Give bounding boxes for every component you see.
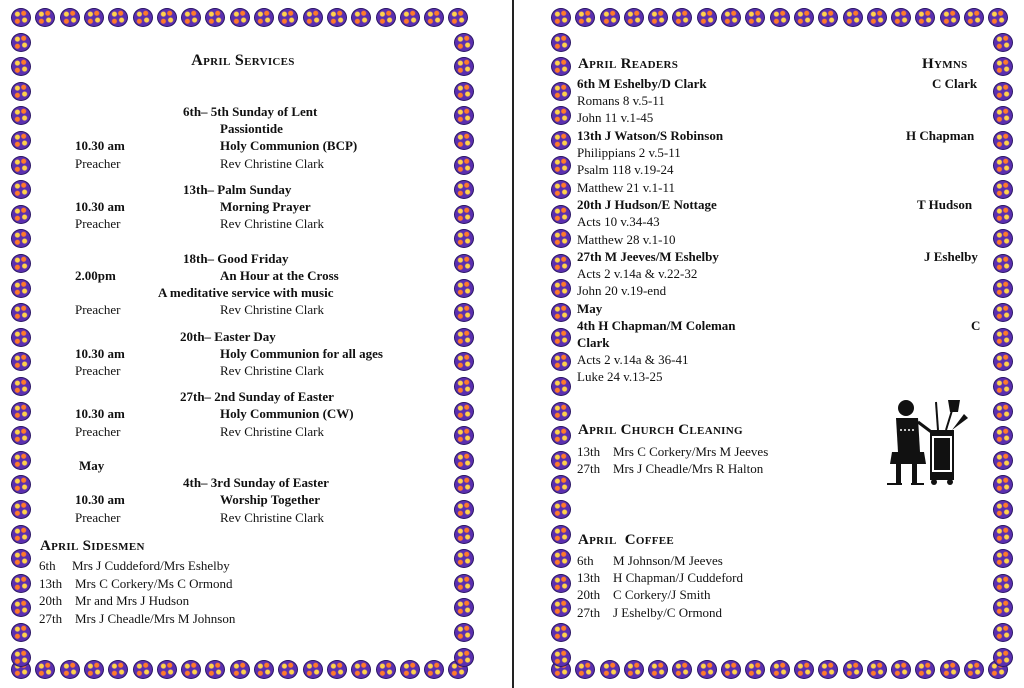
- may-label: May: [577, 301, 603, 316]
- easter-egg-border-icon: [11, 377, 31, 396]
- easter-egg-border-icon: [454, 229, 474, 248]
- easter-egg-border-icon: [11, 57, 31, 76]
- easter-egg-border-icon: [11, 229, 31, 248]
- easter-egg-border-icon: [993, 623, 1013, 642]
- easter-egg-border-icon: [940, 8, 960, 27]
- service-time: 10.30 am: [75, 199, 125, 214]
- easter-egg-border-icon: [940, 660, 960, 679]
- easter-egg-border-icon: [993, 549, 1013, 568]
- easter-egg-border-icon: [60, 8, 80, 27]
- easter-egg-border-icon: [551, 525, 571, 544]
- easter-egg-border-icon: [843, 8, 863, 27]
- easter-egg-border-icon: [648, 8, 668, 27]
- easter-egg-border-icon: [454, 525, 474, 544]
- service-person: Rev Christine Clark: [220, 302, 324, 317]
- coffee-names: M Johnson/M Jeeves: [613, 553, 723, 568]
- easter-egg-border-icon: [993, 377, 1013, 396]
- sidesmen-names: Mrs J Cuddeford/Mrs Eshelby: [72, 558, 230, 573]
- easter-egg-border-icon: [600, 8, 620, 27]
- service-person: Rev Christine Clark: [220, 216, 324, 231]
- easter-egg-border-icon: [993, 648, 1013, 667]
- easter-egg-border-icon: [205, 660, 225, 679]
- hymns-title: Hymns: [922, 56, 968, 72]
- reading: John 11 v.1-45: [577, 110, 654, 125]
- easter-egg-border-icon: [230, 8, 250, 27]
- coffee-names: H Chapman/J Cuddeford: [613, 570, 743, 585]
- easter-egg-border-icon: [454, 475, 474, 494]
- easter-egg-border-icon: [424, 660, 444, 679]
- service-name: Holy Communion (CW): [220, 406, 354, 421]
- easter-egg-border-icon: [454, 57, 474, 76]
- may-label: May: [79, 458, 105, 473]
- easter-egg-border-icon: [454, 303, 474, 322]
- easter-egg-border-icon: [424, 8, 444, 27]
- service-date: 4th– 3rd Sunday of Easter: [183, 475, 329, 490]
- service-role: Preacher: [75, 363, 121, 378]
- easter-egg-border-icon: [454, 648, 474, 667]
- sidesmen-day: 27th: [39, 611, 63, 626]
- easter-egg-border-icon: [891, 660, 911, 679]
- reading: Acts 10 v.34-43: [577, 214, 660, 229]
- easter-egg-border-icon: [454, 574, 474, 593]
- easter-egg-border-icon: [454, 156, 474, 175]
- easter-egg-border-icon: [745, 660, 765, 679]
- easter-egg-border-icon: [11, 205, 31, 224]
- easter-egg-border-icon: [11, 598, 31, 617]
- reading: Psalm 118 v.19-24: [577, 162, 674, 177]
- reading: Matthew 28 v.1-10: [577, 232, 676, 247]
- service-name: Morning Prayer: [220, 199, 311, 214]
- easter-egg-border-icon: [551, 598, 571, 617]
- easter-egg-border-icon: [915, 660, 935, 679]
- easter-egg-border-icon: [551, 82, 571, 101]
- easter-egg-border-icon: [964, 8, 984, 27]
- easter-egg-border-icon: [454, 598, 474, 617]
- easter-egg-border-icon: [993, 475, 1013, 494]
- sidesmen-names: Mr and Mrs J Hudson: [75, 593, 190, 608]
- easter-egg-border-icon: [327, 660, 347, 679]
- easter-egg-border-icon: [11, 475, 31, 494]
- easter-egg-border-icon: [11, 106, 31, 125]
- reading: Matthew 21 v.1-11: [577, 180, 675, 195]
- easter-egg-border-icon: [454, 402, 474, 421]
- service-name: Holy Communion (BCP): [220, 138, 358, 153]
- service-subtitle: Passiontide: [220, 121, 283, 136]
- easter-egg-border-icon: [400, 660, 420, 679]
- service-person: Rev Christine Clark: [220, 363, 324, 378]
- easter-egg-border-icon: [230, 660, 250, 679]
- easter-egg-border-icon: [551, 57, 571, 76]
- easter-egg-border-icon: [721, 8, 741, 27]
- easter-egg-border-icon: [993, 402, 1013, 421]
- cleaning-day: 27th: [577, 461, 601, 476]
- easter-egg-border-icon: [11, 254, 31, 273]
- sidesmen-names: Mrs J Cheadle/Mrs M Johnson: [75, 611, 236, 626]
- easter-egg-border-icon: [454, 33, 474, 52]
- service-name: Holy Communion for all ages: [220, 346, 383, 361]
- easter-egg-border-icon: [454, 426, 474, 445]
- easter-egg-border-icon: [11, 451, 31, 470]
- easter-egg-border-icon: [993, 303, 1013, 322]
- easter-egg-border-icon: [551, 279, 571, 298]
- reading: Luke 24 v.13-25: [577, 369, 663, 384]
- easter-egg-border-icon: [551, 648, 571, 667]
- easter-egg-border-icon: [303, 8, 323, 27]
- easter-egg-border-icon: [551, 8, 571, 27]
- easter-egg-border-icon: [11, 426, 31, 445]
- easter-egg-border-icon: [648, 660, 668, 679]
- easter-egg-border-icon: [551, 549, 571, 568]
- easter-egg-border-icon: [133, 8, 153, 27]
- easter-egg-border-icon: [303, 660, 323, 679]
- easter-egg-border-icon: [794, 660, 814, 679]
- easter-egg-border-icon: [993, 328, 1013, 347]
- church-cleaning-title: April Church Cleaning: [578, 422, 743, 438]
- easter-egg-border-icon: [11, 648, 31, 667]
- service-date: 6th– 5th Sunday of Lent: [183, 104, 318, 119]
- easter-egg-border-icon: [454, 180, 474, 199]
- sidesmen-day: 20th: [39, 593, 63, 608]
- easter-egg-border-icon: [551, 328, 571, 347]
- easter-egg-border-icon: [964, 660, 984, 679]
- easter-egg-border-icon: [454, 106, 474, 125]
- easter-egg-border-icon: [11, 402, 31, 421]
- easter-egg-border-icon: [84, 8, 104, 27]
- service-time: 10.30 am: [75, 346, 125, 361]
- easter-egg-border-icon: [993, 33, 1013, 52]
- easter-egg-border-icon: [993, 426, 1013, 445]
- easter-egg-border-icon: [454, 352, 474, 371]
- easter-egg-border-icon: [454, 254, 474, 273]
- easter-egg-border-icon: [11, 328, 31, 347]
- easter-egg-border-icon: [551, 156, 571, 175]
- easter-egg-border-icon: [867, 660, 887, 679]
- reading: Romans 8 v.5-11: [577, 93, 665, 108]
- easter-egg-border-icon: [84, 660, 104, 679]
- easter-egg-border-icon: [327, 8, 347, 27]
- easter-egg-border-icon: [993, 82, 1013, 101]
- easter-egg-border-icon: [11, 352, 31, 371]
- cleaning-names: Mrs J Cheadle/Mrs R Halton: [613, 461, 764, 476]
- easter-egg-border-icon: [11, 549, 31, 568]
- easter-egg-border-icon: [254, 660, 274, 679]
- service-time: 10.30 am: [75, 492, 125, 507]
- sidesmen-names: Mrs C Corkery/Ms C Ormond: [75, 576, 233, 591]
- easter-egg-border-icon: [448, 8, 468, 27]
- easter-egg-border-icon: [672, 660, 692, 679]
- service-time: 2.00pm: [75, 268, 116, 283]
- service-extra: A meditative service with music: [158, 285, 334, 300]
- easter-egg-border-icon: [575, 660, 595, 679]
- easter-egg-border-icon: [205, 8, 225, 27]
- sidesmen-day: 6th: [39, 558, 56, 573]
- april-sidesmen-title: April Sidesmen: [40, 538, 145, 554]
- reader-heading: 27th M Jeeves/M Eshelby: [577, 249, 719, 264]
- easter-egg-border-icon: [11, 500, 31, 519]
- easter-egg-border-icon: [794, 8, 814, 27]
- easter-egg-border-icon: [745, 8, 765, 27]
- hymn-reader: C Clark: [932, 76, 978, 91]
- cleaning-names: Mrs C Corkery/Mrs M Jeeves: [613, 444, 769, 459]
- easter-egg-border-icon: [551, 500, 571, 519]
- service-role: Preacher: [75, 510, 121, 525]
- easter-egg-border-icon: [108, 8, 128, 27]
- easter-egg-border-icon: [11, 623, 31, 642]
- easter-egg-border-icon: [11, 131, 31, 150]
- reading: Acts 2 v.14a & v.22-32: [577, 266, 698, 281]
- service-name: An Hour at the Cross: [220, 268, 339, 283]
- easter-egg-border-icon: [993, 229, 1013, 248]
- coffee-names: J Eshelby/C Ormond: [613, 605, 723, 620]
- easter-egg-border-icon: [993, 451, 1013, 470]
- easter-egg-border-icon: [915, 8, 935, 27]
- easter-egg-border-icon: [351, 8, 371, 27]
- easter-egg-border-icon: [133, 660, 153, 679]
- coffee-day: 6th: [577, 553, 594, 568]
- easter-egg-border-icon: [376, 8, 396, 27]
- easter-egg-border-icon: [454, 205, 474, 224]
- easter-egg-border-icon: [697, 660, 717, 679]
- easter-egg-border-icon: [993, 279, 1013, 298]
- easter-egg-border-icon: [454, 279, 474, 298]
- easter-egg-border-icon: [11, 279, 31, 298]
- hymn-reader: H Chapman: [906, 128, 975, 143]
- easter-egg-border-icon: [993, 500, 1013, 519]
- service-role: Preacher: [75, 302, 121, 317]
- easter-egg-border-icon: [672, 8, 692, 27]
- service-person: Rev Christine Clark: [220, 424, 324, 439]
- coffee-day: 20th: [577, 587, 601, 602]
- easter-egg-border-icon: [551, 180, 571, 199]
- service-role: Preacher: [75, 216, 121, 231]
- easter-egg-border-icon: [993, 574, 1013, 593]
- service-date: 13th– Palm Sunday: [183, 182, 292, 197]
- sidesmen-day: 13th: [39, 576, 63, 591]
- easter-egg-border-icon: [551, 402, 571, 421]
- easter-egg-border-icon: [551, 303, 571, 322]
- easter-egg-border-icon: [454, 377, 474, 396]
- easter-egg-border-icon: [867, 8, 887, 27]
- reader-heading: 4th H Chapman/M Coleman: [577, 318, 736, 333]
- easter-egg-border-icon: [551, 352, 571, 371]
- easter-egg-border-icon: [254, 8, 274, 27]
- easter-egg-border-icon: [551, 229, 571, 248]
- easter-egg-border-icon: [35, 8, 55, 27]
- easter-egg-border-icon: [551, 623, 571, 642]
- reader-heading: 6th M Eshelby/D Clark: [577, 76, 707, 91]
- coffee-title: April Coffee: [578, 532, 675, 548]
- easter-egg-border-icon: [993, 106, 1013, 125]
- easter-egg-border-icon: [551, 254, 571, 273]
- easter-egg-border-icon: [600, 660, 620, 679]
- cleaner-with-trolley-icon: [884, 394, 970, 486]
- service-person: Rev Christine Clark: [220, 510, 324, 525]
- easter-egg-border-icon: [551, 426, 571, 445]
- service-date: 20th– Easter Day: [180, 329, 276, 344]
- easter-egg-border-icon: [843, 660, 863, 679]
- easter-egg-border-icon: [11, 8, 31, 27]
- easter-egg-border-icon: [11, 574, 31, 593]
- easter-egg-border-icon: [575, 8, 595, 27]
- service-date: 18th– Good Friday: [183, 251, 289, 266]
- easter-egg-border-icon: [454, 82, 474, 101]
- easter-egg-border-icon: [891, 8, 911, 27]
- easter-egg-border-icon: [988, 8, 1008, 27]
- service-role: Preacher: [75, 156, 121, 171]
- easter-egg-border-icon: [551, 475, 571, 494]
- easter-egg-border-icon: [551, 205, 571, 224]
- easter-egg-border-icon: [993, 180, 1013, 199]
- easter-egg-border-icon: [278, 660, 298, 679]
- reading: John 20 v.19-end: [577, 283, 667, 298]
- easter-egg-border-icon: [721, 660, 741, 679]
- easter-egg-border-icon: [818, 8, 838, 27]
- easter-egg-border-icon: [11, 82, 31, 101]
- april-readers-title: April Readers: [578, 56, 679, 72]
- easter-egg-border-icon: [157, 8, 177, 27]
- coffee-day: 27th: [577, 605, 601, 620]
- easter-egg-border-icon: [454, 451, 474, 470]
- coffee-names: C Corkery/J Smith: [613, 587, 711, 602]
- easter-egg-border-icon: [551, 131, 571, 150]
- easter-egg-border-icon: [35, 660, 55, 679]
- easter-egg-border-icon: [11, 33, 31, 52]
- easter-egg-border-icon: [157, 660, 177, 679]
- easter-egg-border-icon: [770, 660, 790, 679]
- easter-egg-border-icon: [11, 156, 31, 175]
- easter-egg-border-icon: [993, 205, 1013, 224]
- easter-egg-border-icon: [60, 660, 80, 679]
- easter-egg-border-icon: [993, 598, 1013, 617]
- easter-egg-border-icon: [278, 8, 298, 27]
- hymn-reader: J Eshelby: [924, 249, 978, 264]
- easter-egg-border-icon: [351, 660, 371, 679]
- service-role: Preacher: [75, 424, 121, 439]
- cleaning-day: 13th: [577, 444, 601, 459]
- easter-egg-border-icon: [551, 106, 571, 125]
- easter-egg-border-icon: [181, 660, 201, 679]
- easter-egg-border-icon: [551, 377, 571, 396]
- easter-egg-border-icon: [993, 57, 1013, 76]
- easter-egg-border-icon: [454, 328, 474, 347]
- reader-heading: 20th J Hudson/E Nottage: [577, 197, 717, 212]
- hymn-reader-continued: Clark: [577, 335, 610, 350]
- easter-egg-border-icon: [551, 451, 571, 470]
- service-time: 10.30 am: [75, 406, 125, 421]
- easter-egg-border-icon: [993, 352, 1013, 371]
- service-time: 10.30 am: [75, 138, 125, 153]
- easter-egg-border-icon: [993, 131, 1013, 150]
- easter-egg-border-icon: [454, 549, 474, 568]
- hymn-reader: T Hudson: [917, 197, 973, 212]
- easter-egg-border-icon: [400, 8, 420, 27]
- easter-egg-border-icon: [993, 254, 1013, 273]
- service-person: Rev Christine Clark: [220, 156, 324, 171]
- easter-egg-border-icon: [454, 500, 474, 519]
- easter-egg-border-icon: [993, 525, 1013, 544]
- easter-egg-border-icon: [697, 8, 717, 27]
- easter-egg-border-icon: [624, 8, 644, 27]
- easter-egg-border-icon: [770, 8, 790, 27]
- easter-egg-border-icon: [376, 660, 396, 679]
- easter-egg-border-icon: [551, 574, 571, 593]
- easter-egg-border-icon: [624, 660, 644, 679]
- easter-egg-border-icon: [108, 660, 128, 679]
- service-name: Worship Together: [220, 492, 321, 507]
- easter-egg-border-icon: [181, 8, 201, 27]
- easter-egg-border-icon: [454, 623, 474, 642]
- coffee-day: 13th: [577, 570, 601, 585]
- easter-egg-border-icon: [11, 303, 31, 322]
- easter-egg-border-icon: [993, 156, 1013, 175]
- easter-egg-border-icon: [551, 33, 571, 52]
- april-services-title: April Services: [191, 52, 295, 69]
- reading: Acts 2 v.14a & 36-41: [577, 352, 689, 367]
- easter-egg-border-icon: [454, 131, 474, 150]
- easter-egg-border-icon: [11, 180, 31, 199]
- easter-egg-border-icon: [11, 525, 31, 544]
- easter-egg-border-icon: [818, 660, 838, 679]
- reader-heading: 13th J Watson/S Robinson: [577, 128, 724, 143]
- reading: Philippians 2 v.5-11: [577, 145, 681, 160]
- service-date: 27th– 2nd Sunday of Easter: [180, 389, 334, 404]
- hymn-reader: C: [971, 318, 981, 333]
